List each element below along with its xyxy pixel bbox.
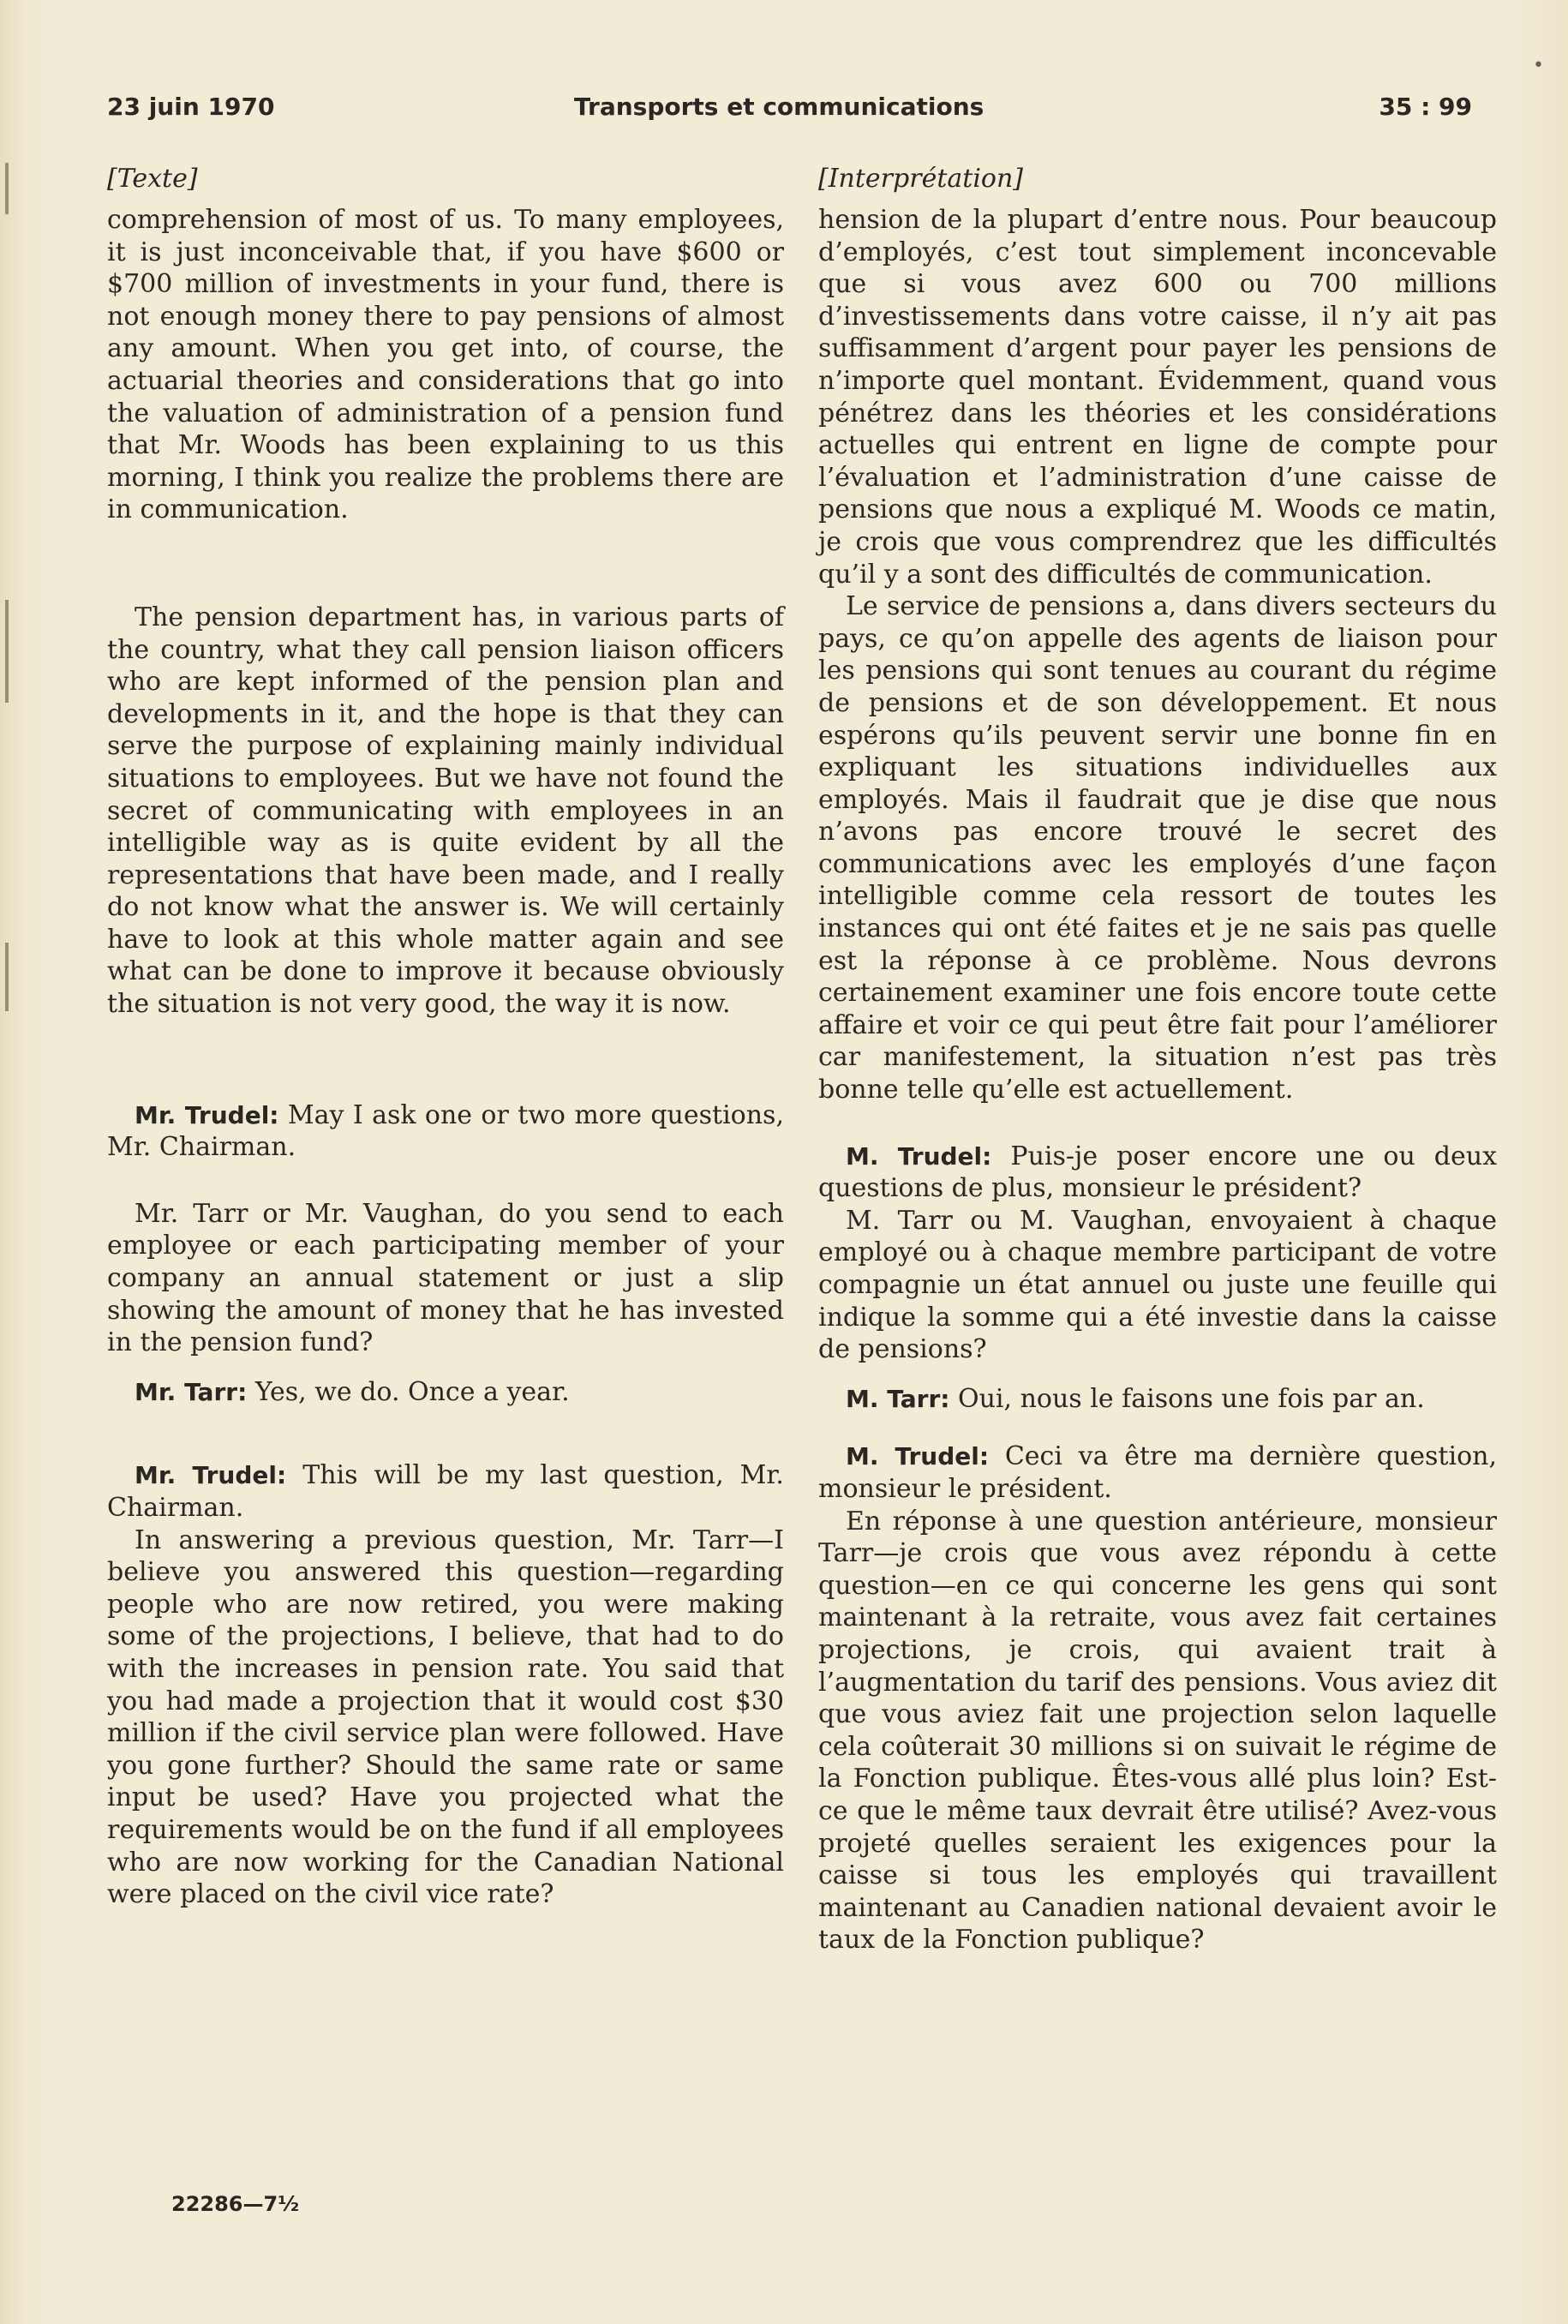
speaker-name: M. Trudel: [846,1442,990,1471]
paragraph: Mr. Tarr or Mr. Vaughan, do you send to each employee or each participating member of your company an annual statement or just a slip showing the amount of money that he has invested in the pension fund? [107,1198,784,1358]
page-header [107,93,1472,130]
paragraph: Le service de pensions a, dans divers secteurs du pays, ce qu’on appelle des agents de liaison pour les pensions qui sont tenues au courant du régime de pensions et de son développement. Et nous espérons qu’ils peuvent servir une bonne fin en expliquant les situations individuelles aux employés. Mais il faudrait que je dise que nous n’avons pas encore trouvé le secret des communications avec les employés d’une façon intelligible comme cela ressort de toutes les instances qui ont été faites et je ne sais pas quelle est la réponse à ce problème. Nous devrons certainement examiner une fois encore toute cette affaire et voir ce qui peut être fait pour l’améliorer car manifestement, la situation n’est pas très bonne telle qu’elle est actuellement. [818,591,1497,1105]
speaker-name: M. Tarr: [846,1384,950,1413]
column-label: [Interprétation] [818,164,1024,194]
speech-text: Puis-je poser encore une ou deux questions de plus, monsieur le président? [818,1141,1498,1204]
speech-text: May I ask one or two more questions, Mr. Chairman. [107,1099,784,1163]
paragraph: comprehension of most of us. To many employees, it is just inconceivable that, if you have $600 or $700 million of investments in your fund, there is not enough money there to pay pensions of almost any amount. When you get into, of course, the actuarial theories and considerations that go into the valuation of administration of a pension fund that Mr. Woods has been explaining to us this morning, I think you realize the problems there are in communication. [107,205,784,525]
speaker-name: Mr. Trudel: [135,1461,287,1490]
english-column [107,163,784,1911]
corner-mark-icon: • [1533,55,1544,76]
french-column [818,163,1497,1956]
binding-mark [5,163,9,214]
paragraph: In answering a previous question, Mr. Tarr—I believe you answered this question—regarding people who are now retired, you were making some of the projections, I believe, that had to do with the increases in pension rate. You said that you had made a projection that it would cost $30 million if the civil service plan were followed. Have you gone further? Should the same rate or same input be used? Have you projected what the requirements would be on the fund if all employees who are now working for the Canadian National were placed on the civil vice rate? [107,1524,784,1910]
footer-print-code: 22286—7½ [171,2192,300,2216]
column-label: [Texte] [107,164,198,194]
speaker-paragraph [818,1383,1497,1416]
speaker-paragraph [818,1141,1497,1205]
paragraph: En réponse à une question antérieure, monsieur Tarr—je crois que vous avez répondu à cette question—en ce qui concerne les gens qui sont maintenant à la retraite, vous avez fait certaines projections, je crois, qui avaient trait à l’augmentation du tarif des pensions. Vous aviez dit que vous aviez fait une projection selon laquelle cela coûterait 30 millions si on suivait le régime de la Fonction publique. Êtes-vous allé plus loin? Est-ce que le même taux devrait être utilisé? Avez-vous projeté quelles seraient les exigences pour la caisse si tous les employés qui travaillent maintenant au Canadien national devaient avoir le taux de la Fonction publique? [818,1506,1497,1956]
binding-mark [5,600,9,703]
speaker-paragraph [107,1099,784,1164]
header-title: Transports et communications [574,93,984,121]
paragraph: The pension department has, in various parts of the country, what they call pension liaison officers who are kept informed of the pension plan and developments in it, and the hope is that they can serve the purpose of explaining mainly individual situations to employees. But we have not found the secret of communicating with employees in an intelligible way as is quite evident by all the representations that have been made, and I really do not know what the answer is. We will certainly have to look at this whole matter again and see what can be done to improve it because obviously the situation is not very good, the way it is now. [107,602,784,1020]
speaker-paragraph [818,1441,1497,1505]
speech-text: This will be my last question, Mr. Chairman. [107,1460,784,1523]
header-page-number: 35 : 99 [1379,93,1472,121]
paragraph: M. Tarr ou M. Vaughan, envoyaient à chaque employé ou à chaque membre participant de votre compagnie un état annuel ou juste une feuille qui indique la somme qui a été investie dans la caisse de pensions? [818,1205,1497,1365]
speech-text: Ceci va être ma dernière question, monsieur le président. [818,1441,1498,1504]
speaker-paragraph [107,1376,784,1409]
speech-text: Oui, nous le faisons une fois par an. [958,1383,1425,1414]
paragraph: hension de la plupart d’entre nous. Pour beaucoup d’employés, c’est tout simplement inconcevable que si vous avez 600 ou 700 millions d’investissements dans votre caisse, il n’y ait pas suffisamment d’argent pour payer les pensions de n’importe quel montant. Évidemment, quand vous pénétrez dans les théories et les considérations actuelles qui entrent en ligne de compte pour l’évaluation et l’administration d’une caisse de pensions que nous a expliqué M. Woods ce matin, je crois que vous comprendrez que les difficultés qu’il y a sont des difficultés de communication. [818,205,1497,590]
binding-mark [5,943,9,1011]
speaker-name: M. Trudel: [846,1141,992,1171]
header-date: 23 juin 1970 [107,93,275,121]
speaker-name: Mr. Tarr: [135,1377,248,1406]
speech-text: Yes, we do. Once a year. [254,1376,570,1407]
speaker-paragraph [107,1459,784,1524]
speaker-name: Mr. Trudel: [135,1100,279,1129]
